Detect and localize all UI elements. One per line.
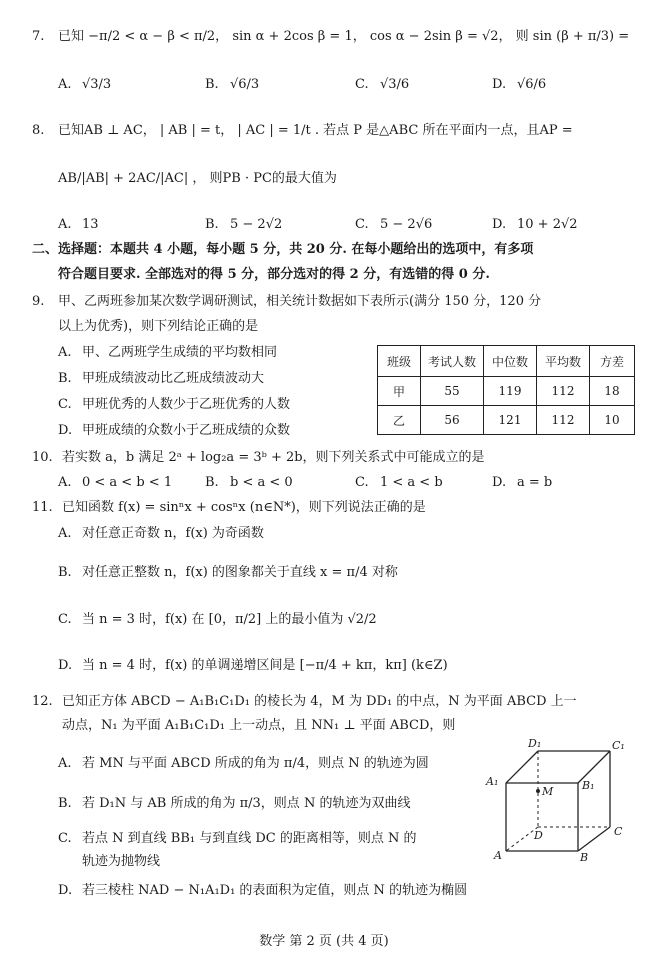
q9-number: 9. bbox=[32, 294, 45, 309]
q8-stem-line1: 已知AB ⊥ AC， | AB | = t， | AC | = 1/t . 若点 P 是△ABC 所在平面内一点，且AP = bbox=[58, 123, 573, 138]
label-c1: C₁ bbox=[612, 739, 625, 752]
q10-option-a-label: A. bbox=[58, 475, 72, 490]
q8-option-b-label: B. bbox=[205, 217, 219, 232]
table-cell: 55 bbox=[421, 377, 484, 406]
q7-option-c-label: C. bbox=[355, 77, 369, 92]
q9-stem-line2: 以上为优秀)，则下列结论正确的是 bbox=[58, 319, 259, 334]
table-cell: 56 bbox=[421, 406, 484, 435]
q9-stem-line1: 甲、乙两班参加某次数学调研测试，相关统计数据如下表所示(满分 150 分，120 分 bbox=[58, 294, 542, 309]
table-header-cell: 班级 bbox=[378, 346, 421, 377]
q9-option-b: 甲班成绩波动比乙班成绩波动大 bbox=[82, 371, 265, 386]
label-a1: A₁ bbox=[486, 775, 499, 788]
table-cell: 18 bbox=[590, 377, 635, 406]
q10-option-b-label: B. bbox=[205, 475, 219, 490]
label-d: D bbox=[534, 829, 543, 842]
table-cell: 10 bbox=[590, 406, 635, 435]
q7-option-b: √6/3 bbox=[230, 77, 260, 92]
table-cell: 112 bbox=[537, 406, 590, 435]
table-cell: 甲 bbox=[378, 377, 421, 406]
q10-number: 10. bbox=[32, 450, 53, 465]
label-c: C bbox=[614, 825, 623, 838]
label-b: B bbox=[580, 851, 589, 864]
q8-option-c-label: C. bbox=[355, 217, 369, 232]
q11-stem: 已知函数 f(x) = sinⁿx + cosⁿx (n∈N*)，则下列说法正确的是 bbox=[62, 500, 426, 515]
page-footer: 数学 第 2 页 (共 4 页) bbox=[259, 934, 389, 949]
table-cell: 112 bbox=[537, 377, 590, 406]
section-2-heading-line2: 符合题目要求. 全部选对的得 5 分，部分选对的得 2 分，有选错的得 0 分. bbox=[58, 267, 490, 282]
q7-option-a-label: A. bbox=[58, 77, 72, 92]
table-header-row bbox=[378, 346, 635, 377]
q12-stem-line2: 动点，N₁ 为平面 A₁B₁C₁D₁ 上一动点，且 NN₁ ⊥ 平面 ABCD，则 bbox=[62, 718, 456, 733]
q7-option-d-label: D. bbox=[492, 77, 507, 92]
q7-option-c: √3/6 bbox=[380, 77, 410, 92]
q11-option-a: 对任意正奇数 n，f(x) 为奇函数 bbox=[82, 526, 264, 541]
q10-option-d-label: D. bbox=[492, 475, 507, 490]
q7-option-d: √6/6 bbox=[517, 77, 547, 92]
q11-option-b: 对任意正整数 n，f(x) 的图象都关于直线 x = π/4 对称 bbox=[82, 565, 398, 580]
cube-edge bbox=[578, 827, 610, 851]
q8-number: 8. bbox=[32, 123, 45, 138]
q12-option-a: 若 MN 与平面 ABCD 所成的角为 π/4，则点 N 的轨迹为圆 bbox=[82, 756, 429, 771]
q11-option-d: 当 n = 4 时，f(x) 的单调递增区间是 [−π/4 + kπ，kπ] (k∈Z) bbox=[82, 658, 448, 673]
label-a: A bbox=[494, 849, 502, 862]
table-cell: 121 bbox=[484, 406, 537, 435]
q11-option-c: 当 n = 3 时，f(x) 在 [0，π/2] 上的最小值为 √2/2 bbox=[82, 612, 377, 627]
q10-option-a: 0 < a < b < 1 bbox=[82, 475, 173, 490]
point-m bbox=[536, 789, 540, 793]
q12-option-c-label: C. bbox=[58, 831, 72, 846]
q8-option-d-label: D. bbox=[492, 217, 507, 232]
q7-option-b-label: B. bbox=[205, 77, 219, 92]
label-d1: D₁ bbox=[528, 737, 542, 750]
q12-option-d-label: D. bbox=[58, 883, 73, 898]
q12-option-b-label: B. bbox=[58, 796, 72, 811]
q9-option-c-label: C. bbox=[58, 397, 72, 412]
q11-option-c-label: C. bbox=[58, 612, 72, 627]
q12-option-c: 若点 N 到直线 BB₁ 与到直线 DC 的距离相等，则点 N 的 bbox=[82, 831, 417, 846]
q7-option-a: √3/3 bbox=[82, 77, 112, 92]
q9-option-d: 甲班成绩的众数小于乙班成绩的众数 bbox=[82, 423, 291, 438]
cube-edge bbox=[506, 751, 538, 783]
table-header-cell: 方差 bbox=[590, 346, 635, 377]
q7-number: 7. bbox=[32, 29, 45, 44]
q12-option-c-continued: 轨迹为抛物线 bbox=[82, 854, 161, 869]
q11-number: 11. bbox=[32, 500, 53, 515]
q8-stem-line2: AB/|AB| + 2AC/|AC| ， 则PB · PC的最大值为 bbox=[58, 171, 337, 186]
q8-option-c: 5 − 2√6 bbox=[380, 217, 433, 232]
q10-option-b: b < a < 0 bbox=[230, 475, 293, 490]
q11-option-d-label: D. bbox=[58, 658, 73, 673]
table-row bbox=[378, 406, 635, 435]
table-header-cell: 中位数 bbox=[484, 346, 537, 377]
q9-stats-table bbox=[377, 345, 635, 435]
q9-option-b-label: B. bbox=[58, 371, 72, 386]
table-cell: 119 bbox=[484, 377, 537, 406]
label-m: M bbox=[542, 785, 554, 798]
q8-option-a-label: A. bbox=[58, 217, 72, 232]
q11-option-a-label: A. bbox=[58, 526, 72, 541]
q10-stem: 若实数 a，b 满足 2ᵃ + log₂a = 3ᵇ + 2b，则下列关系式中可能成立的是 bbox=[62, 450, 485, 465]
q7-stem: 已知 −π/2 < α − β < π/2， sin α + 2cos β = 1， cos α − 2sin β = √2， 则 sin (β + π/3) = bbox=[58, 29, 630, 44]
section-2-heading-line1: 二、选择题：本题共 4 小题，每小题 5 分，共 20 分. 在每小题给出的选项中，有多项 bbox=[32, 242, 534, 257]
table-row bbox=[378, 377, 635, 406]
q10-option-c: 1 < a < b bbox=[380, 475, 443, 490]
q8-option-d: 10 + 2√2 bbox=[517, 217, 578, 232]
table-header-cell: 考试人数 bbox=[421, 346, 484, 377]
q9-option-c: 甲班优秀的人数少于乙班优秀的人数 bbox=[82, 397, 291, 412]
q12-option-b: 若 D₁N 与 AB 所成的角为 π/3，则点 N 的轨迹为双曲线 bbox=[82, 796, 411, 811]
q12-stem-line1: 已知正方体 ABCD − A₁B₁C₁D₁ 的棱长为 4，M 为 DD₁ 的中点，N 为平面 ABCD 上一 bbox=[62, 694, 577, 709]
cube-figure bbox=[484, 735, 634, 865]
q9-option-a: 甲、乙两班学生成绩的平均数相同 bbox=[82, 345, 278, 360]
table-cell: 乙 bbox=[378, 406, 421, 435]
q9-option-d-label: D. bbox=[58, 423, 73, 438]
q9-option-a-label: A. bbox=[58, 345, 72, 360]
q12-option-a-label: A. bbox=[58, 756, 72, 771]
q8-option-a: 13 bbox=[82, 217, 99, 232]
q12-option-d: 若三棱柱 NAD − N₁A₁D₁ 的表面积为定值，则点 N 的轨迹为椭圆 bbox=[82, 883, 468, 898]
label-b1: B₁ bbox=[582, 779, 595, 792]
q11-option-b-label: B. bbox=[58, 565, 72, 580]
q12-number: 12. bbox=[32, 694, 53, 709]
q10-option-c-label: C. bbox=[355, 475, 369, 490]
table-header-cell: 平均数 bbox=[537, 346, 590, 377]
q8-option-b: 5 − 2√2 bbox=[230, 217, 283, 232]
q10-option-d: a = b bbox=[517, 475, 553, 490]
